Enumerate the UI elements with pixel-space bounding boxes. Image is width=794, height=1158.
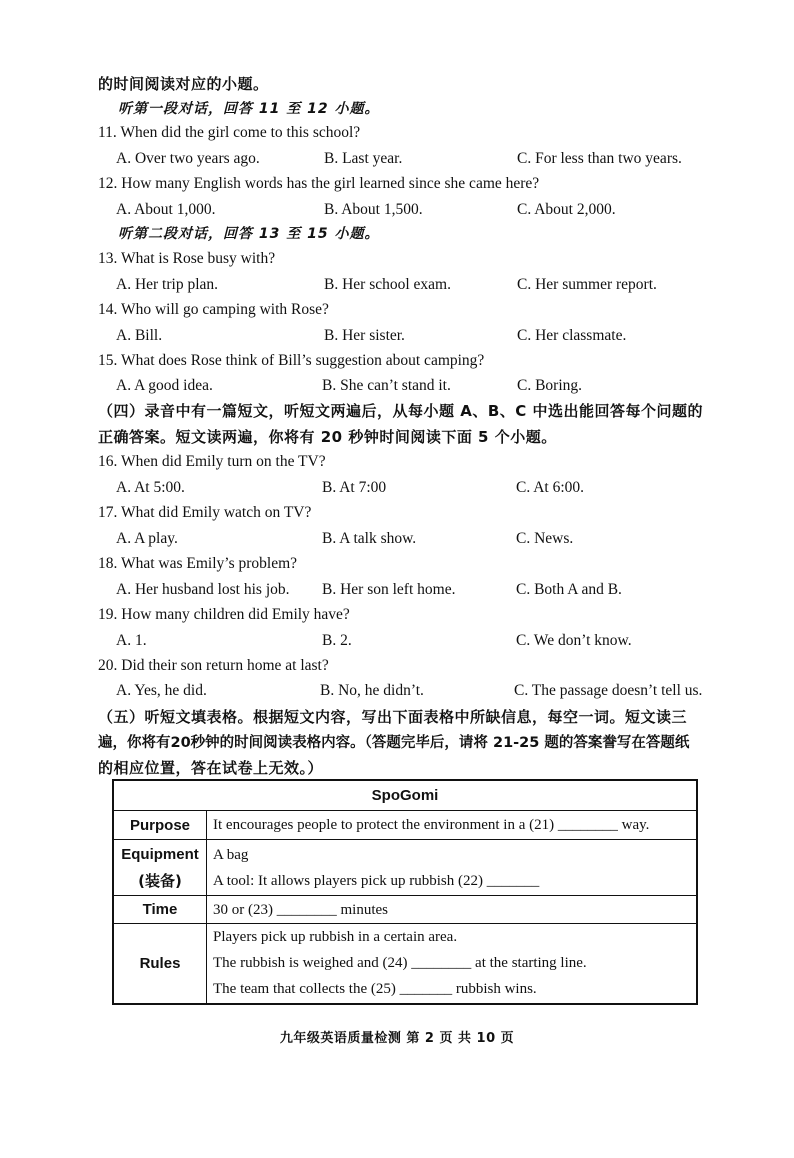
question-15: 15. What does Rose think of Bill’s suggestion about camping? — [98, 352, 485, 369]
q19-option-a: A. 1. — [116, 632, 147, 649]
q13-option-b: B. Her school exam. — [324, 276, 451, 293]
q14-option-c: C. Her classmate. — [517, 327, 627, 344]
question-17: 17. What did Emily watch on TV? — [98, 504, 312, 521]
q12-option-a: A. About 1,000. — [116, 201, 216, 218]
q17-option-c: C. News. — [516, 530, 574, 547]
q20-option-b: B. No, he didn’t. — [320, 682, 424, 699]
q20-option-a: A. Yes, he did. — [116, 682, 207, 699]
row-content-purpose — [207, 811, 698, 840]
q16-option-c: C. At 6:00. — [516, 479, 585, 496]
q16-option-a: A. At 5:00. — [116, 479, 185, 496]
q13-option-a: A. Her trip plan. — [116, 276, 219, 293]
q13-option-c: C. Her summer report. — [517, 276, 657, 293]
q19-option-c: C. We don’t know. — [516, 632, 632, 649]
row-label-equipment — [113, 840, 207, 896]
question-19: 19. How many children did Emily have? — [98, 606, 350, 623]
row-label-equipment-cn: (装备) — [138, 871, 182, 890]
dialog2-instruction: 听第二段对话，回答 13 至 15 小题。 — [118, 226, 380, 242]
section4-line1: （四）录音中有一篇短文，听短文两遍后，从每小题 A、B、C 中选出能回答每个问题的 — [98, 402, 703, 420]
q11-option-c: C. For less than two years. — [517, 150, 682, 167]
q12-option-b: B. About 1,500. — [324, 201, 423, 218]
question-18: 18. What was Emily’s problem? — [98, 555, 298, 572]
q18-option-b: B. Her son left home. — [322, 581, 456, 598]
question-16: 16. When did Emily turn on the TV? — [98, 453, 326, 470]
question-20: 20. Did their son return home at last? — [98, 657, 329, 674]
q20-option-c: C. The passage doesn’t tell us. — [514, 682, 703, 699]
dialog1-instruction: 听第一段对话，回答 11 至 12 小题。 — [118, 101, 380, 117]
table-row — [113, 811, 697, 840]
table-title-row — [113, 780, 697, 811]
cell-line: The rubbish is weighed and (24) ________ at the starting line. — [213, 955, 587, 972]
cell-line: A tool: It allows players pick up rubbish (22) _______ — [213, 872, 540, 889]
q11-option-b: B. Last year. — [324, 150, 403, 167]
q16-option-b: B. At 7:00 — [322, 479, 387, 496]
q17-option-a: A. A play. — [116, 530, 178, 547]
q12-option-c: C. About 2,000. — [517, 201, 616, 218]
spogomi-table — [112, 779, 698, 1005]
cell-line: It encourages people to protect the environment in a (21) ________ way. — [213, 817, 650, 833]
q17-option-b: B. A talk show. — [322, 530, 417, 547]
cell-line: Players pick up rubbish in a certain area. — [213, 929, 458, 946]
table-title: SpoGomi — [113, 780, 697, 811]
page-footer: 九年级英语质量检测 第 2 页 共 10 页 — [279, 1031, 515, 1046]
intro-tail: 的时间阅读对应的小题。 — [98, 75, 269, 93]
question-11: 11. When did the girl come to this school? — [98, 124, 361, 141]
q11-option-a: A. Over two years ago. — [116, 150, 260, 167]
q18-option-a: A. Her husband lost his job. — [116, 581, 290, 598]
q15-option-b: B. She can’t stand it. — [322, 377, 451, 394]
row-label-time: Time — [113, 896, 207, 924]
section5-line1: （五）听短文填表格。根据短文内容，写出下面表格中所缺信息，每空一词。短文读三 — [98, 708, 688, 726]
table-row — [113, 924, 697, 1004]
section4-line2: 正确答案。短文读两遍，你将有 20 秒钟时间阅读下面 5 个小题。 — [98, 428, 557, 446]
section5-line2: 遍，你将有20秒钟的时间阅读表格内容。（答题完毕后，请将 21-25 题的答案誊写在答题纸 — [98, 735, 690, 751]
q15-option-a: A. A good idea. — [116, 377, 213, 394]
q14-option-a: A. Bill. — [116, 327, 163, 344]
row-label-purpose: Purpose — [113, 811, 207, 840]
q18-option-c: C. Both A and B. — [516, 581, 622, 598]
q19-option-b: B. 2. — [322, 632, 352, 649]
question-12: 12. How many English words has the girl learned since she came here? — [98, 175, 540, 192]
row-content-rules — [207, 924, 698, 1004]
cell-line: 30 or (23) ________ minutes — [213, 901, 388, 918]
row-content-equipment — [207, 840, 698, 896]
row-label-equipment-en: Equipment — [121, 845, 199, 863]
cell-line: A bag — [213, 846, 249, 863]
row-label-rules: Rules — [113, 924, 207, 1004]
question-13: 13. What is Rose busy with? — [98, 250, 276, 267]
q15-option-c: C. Boring. — [517, 377, 583, 394]
section5-line3: 的相应位置，答在试卷上无效。） — [98, 759, 324, 777]
cell-line: The team that collects the (25) _______ rubbish wins. — [213, 981, 537, 998]
q14-option-b: B. Her sister. — [324, 327, 405, 344]
table-row — [113, 896, 697, 924]
table-row — [113, 840, 697, 896]
row-content-time — [207, 896, 698, 924]
question-14: 14. Who will go camping with Rose? — [98, 301, 329, 318]
